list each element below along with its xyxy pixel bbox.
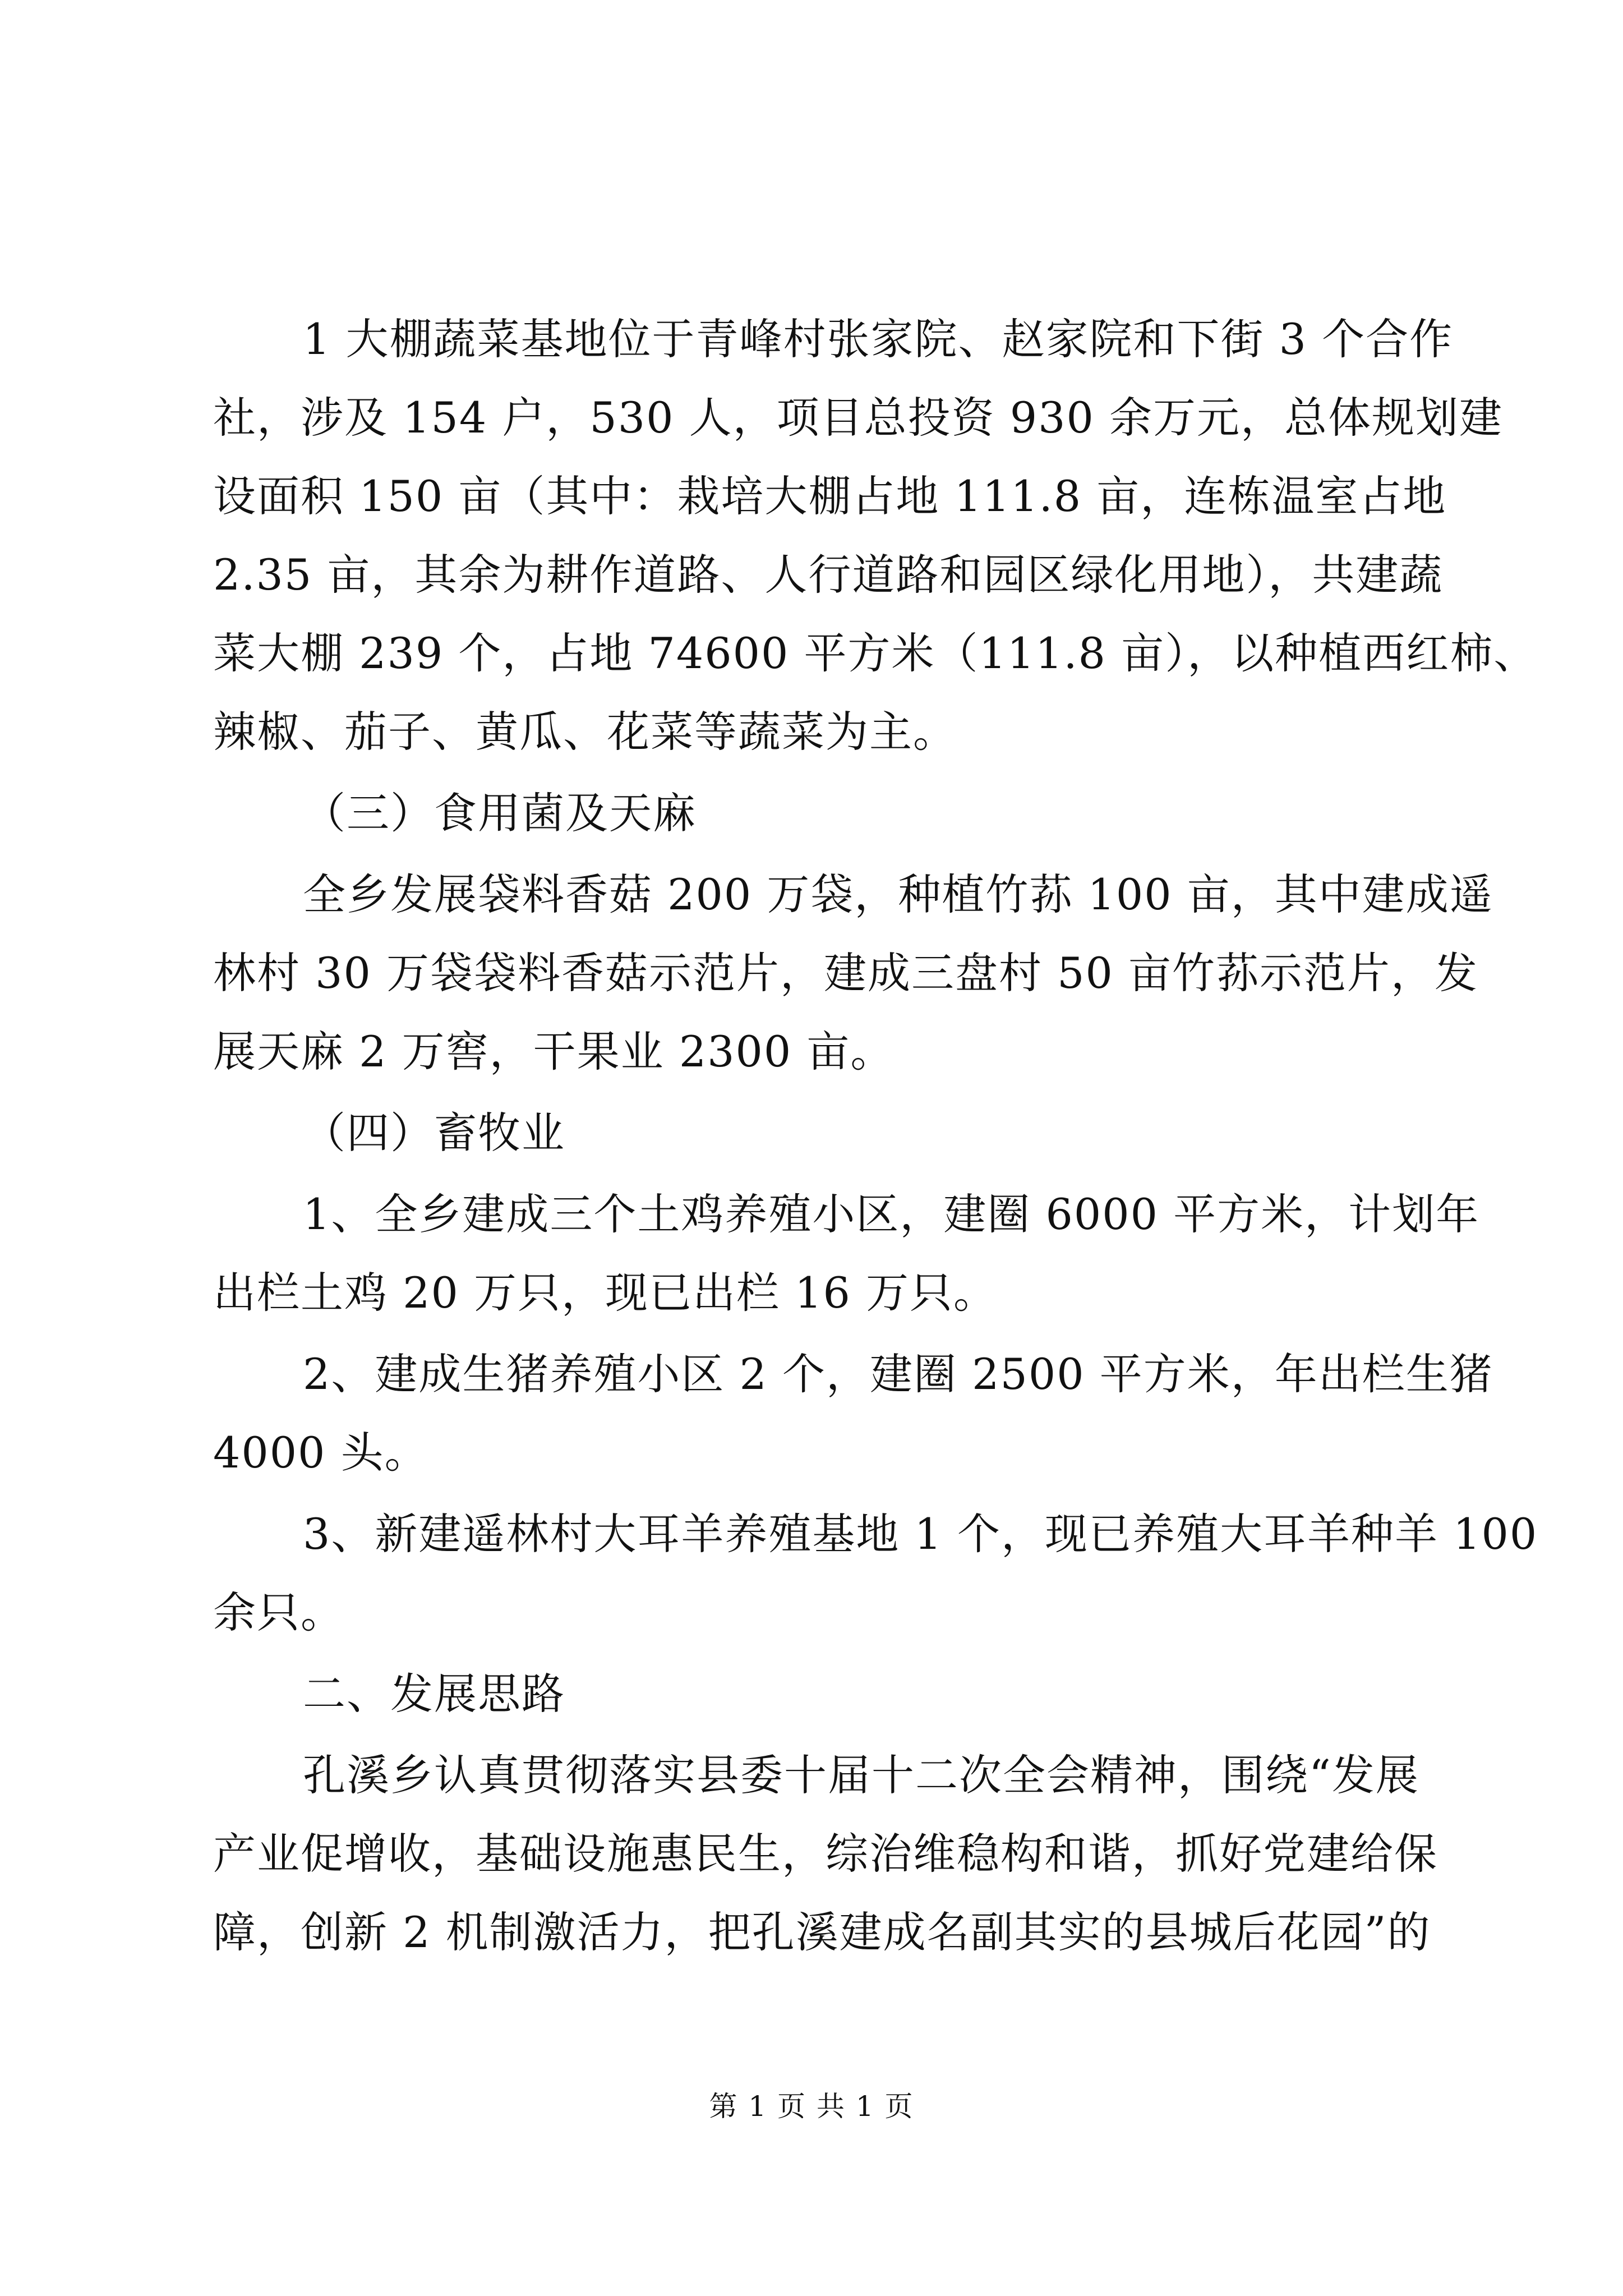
paragraph-line: 展天麻 2 万窖，干果业 2300 亩。 xyxy=(213,1027,895,1076)
paragraph-line: 菜大棚 239 个，占地 74600 平方米（111.8 亩），以种植西红柿、 xyxy=(213,628,1538,678)
paragraph-line: 障，创新 2 机制激活力，把孔溪建成名副其实的县城后花园”的 xyxy=(213,1907,1431,1957)
paragraph-line: 出栏土鸡 20 万只，现已出栏 16 万只。 xyxy=(213,1268,998,1318)
paragraph-line: 辣椒、茄子、黄瓜、花菜等蔬菜为主。 xyxy=(213,707,957,757)
section-heading: （四）畜牧业 xyxy=(303,1108,565,1158)
paragraph-line: 2.35 亩，其余为耕作道路、人行道路和园区绿化用地），共建蔬 xyxy=(213,550,1444,600)
paragraph-line: 3、新建遥林村大耳羊养殖基地 1 个，现已养殖大耳羊种羊 100 xyxy=(303,1509,1538,1559)
paragraph-line: 1 大棚蔬菜基地位于青峰村张家院、赵家院和下街 3 个合作 xyxy=(303,314,1454,364)
paragraph-line: 余只。 xyxy=(213,1588,344,1637)
section-heading: （三）食用菌及天麻 xyxy=(303,788,697,838)
paragraph-line: 1、全乡建成三个土鸡养殖小区，建圈 6000 平方米，计划年 xyxy=(303,1189,1480,1239)
section-heading: 二、发展思路 xyxy=(303,1669,565,1719)
paragraph-line: 2、建成生猪养殖小区 2 个，建圈 2500 平方米，年出栏生猪 xyxy=(303,1349,1493,1399)
page-footer: 第 1 页 共 1 页 xyxy=(709,2090,914,2123)
paragraph-line: 设面积 150 亩（其中：栽培大棚占地 111.8 亩，连栋温室占地 xyxy=(213,471,1447,521)
paragraph-line: 孔溪乡认真贯彻落实县委十届十二次全会精神，围绕“发展 xyxy=(303,1750,1419,1800)
paragraph-line: 全乡发展袋料香菇 200 万袋，种植竹荪 100 亩，其中建成遥 xyxy=(303,869,1493,919)
paragraph-line: 产业促增收，基础设施惠民生，综治维稳构和谐，抓好党建给保 xyxy=(213,1829,1438,1879)
paragraph-line: 林村 30 万袋袋料香菇示范片，建成三盘村 50 亩竹荪示范片，发 xyxy=(213,948,1479,998)
paragraph-line: 4000 头。 xyxy=(213,1428,428,1478)
paragraph-line: 社，涉及 154 户，530 人，项目总投资 930 余万元，总体规划建 xyxy=(213,393,1503,443)
